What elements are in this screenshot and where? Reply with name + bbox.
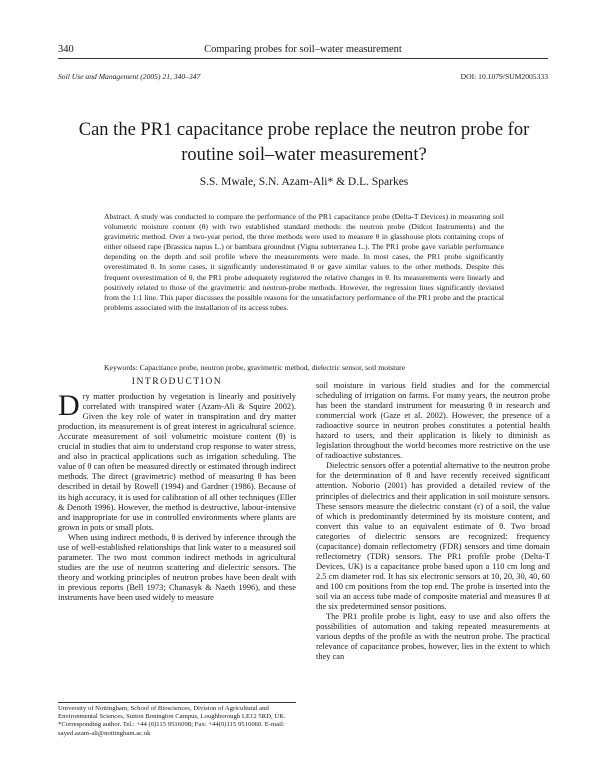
abstract-text: A study was conducted to compare the performance of the PR1 capacitance probe (Delta-T Devices) in measuring soil volumetric moisture content (θ) with two established standard methods: the neutron probe (Didcot Instruments) and the gravimetric method. Over a two-year period, the three methods were used to measure θ in glasshouse plots containing crops of either oilseed rape (Brassica napus L.) or bambara groundnut (Vigna subterranea L.). The PR1 probe gave variable performance depending on the depth and soil profile where the measurements were made. In most cases, the PR1 probe significantly overestimated θ. In some cases, it significantly underestimated θ or gave similar values to the other methods. Despite this frequent overestimation of θ, the PR1 probe adequately registered the relative changes in θ. Its measurements were linearly and positively related to those of the gravimetric and neutron-probe methods. However, the regression lines significantly deviated from the 1:1 line. This paper discusses the possible reasons for the unsatisfactory performance of the PR1 probe and the practical problems associated with the installation of its access tubes. (104, 212, 504, 312)
running-title: Comparing probes for soil–water measurement (204, 44, 402, 55)
abstract-label: Abstract. (104, 212, 132, 221)
intro-paragraph-4: Dielectric sensors offer a potential alternative to the neutron probe for the determination of θ and have recently received significant attention. Noborio (2001) has provided a detailed review of the principles of dielectrics and their application in soil moisture sensors. These sensors measure the dielectric constant (ε) of a soil, the value of which is predominantly determined by its moisture content, and convert this value to an equivalent estimate of θ. Two broad categories of dielectric sensors are recognized: frequency (capacitance) domain reflectometry (FDR) sensors and time domain reflectometry (TDR) sensors. The PR1 profile probe (Delta-T Devices, UK) is a capacitance probe based upon a 110 cm long and 2.5 cm diameter rod. It has six electronic sensors at 10, 20, 30, 40, 60 and 100 cm positions from the top end. The probe is inserted into the soil via an access tube made of composite material and measures θ at the six predetermined sensor positions. (316, 461, 550, 612)
keywords (104, 363, 504, 372)
intro-paragraph-2: When using indirect methods, θ is derived by inference through the use of well-established relationships that link water to a measured soil parameter. The two most common indirect methods in agricultural studies are the use of neutron scattering and dielectric sensors. The theory and working principles of neutron probes have been dealt with in previous reports (Bell 1973; Chanasyk & Naeth 1996), and these instruments have been used widely to measure (58, 532, 296, 602)
drop-cap: D (58, 389, 80, 423)
journal-citation-line (58, 72, 548, 81)
keywords-text: Capacitance probe, neutron probe, gravimetric method, dielectric sensor, soil moisture (139, 363, 406, 372)
intro-paragraph-1 (58, 389, 296, 533)
doi[interactable]: DOI: 10.1079/SUM2005333 (460, 72, 548, 81)
intro-paragraph-1-text: ry matter production by vegetation is linearly and positively correlated with transpired water (Azam-Ali & Squire 2002). Given the key role of water in transpiration and dry matter production, its measurement is of great interest in agricultural science. Accurate measurement of soil volumetric moisture content (θ) is crucial in studies that aim to understand crop response to water stress, and also in practical applications such as irrigation scheduling. The value of θ can often be measured directly or estimated through indirect methods. The direct (gravimetric) method of measuring θ has been described in detail by Rowell (1994) and Gardner (1986). Because of its high accuracy, it is used for calibration of all other techniques (Eller & Denoth 1996). However, the method is destructive, labour-intensive and inappropriate for use in controlled environments where plants are grown in pots or small plots. (58, 392, 296, 532)
page-number: 340 (58, 44, 74, 55)
right-column (316, 381, 550, 662)
keywords-label: Keywords: (104, 363, 138, 372)
author-list: S.S. Mwale, S.N. Azam-Ali* & D.L. Sparkes (199, 176, 409, 188)
footnotes (58, 702, 296, 738)
article-title: Can the PR1 capacitance probe replace the neutron probe for routine soil–water measurement? (78, 120, 530, 165)
section-heading-introduction: INTRODUCTION (131, 376, 223, 387)
intro-paragraph-5: The PR1 profile probe is light, easy to use and also offers the possibilities of automation and taking repeated measurements at various depths of the profile as with the neutron probe. The practical relevance of capacitance probes, however, lies in the extent to which they can (316, 612, 550, 662)
intro-paragraph-3: soil moisture in various field studies and for the commercial scheduling of irrigation on farms. For many years, the neutron probe has been the standard instrument for measuring θ in research and commercial work (Gaze et al. 2002). However, the presence of a radioactive source in neutron probes constitutes a potential health hazard to users, and their application is likely to diminish as legislation throughout the world becomes more restrictive on the use of radioactive substances. (316, 381, 550, 461)
correspondence-footnote: *Corresponding author. Tel.: +44 (0)115 9516098; Fax: +44(0)115 9516060. E-mail: sayed.azam-ali@nottingham.ac.uk (58, 721, 285, 737)
running-header (58, 44, 548, 59)
left-column (58, 374, 296, 603)
affiliation-footnote: University of Nottingham, School of Biosciences, Division of Agricultural and Environmental Sciences, Sutton Bonington Campus, Loughborough LE12 5RD, UK. (58, 705, 286, 721)
journal-citation: Soil Use and Management (2005) 21, 340–347 (58, 72, 201, 81)
abstract (104, 212, 504, 313)
